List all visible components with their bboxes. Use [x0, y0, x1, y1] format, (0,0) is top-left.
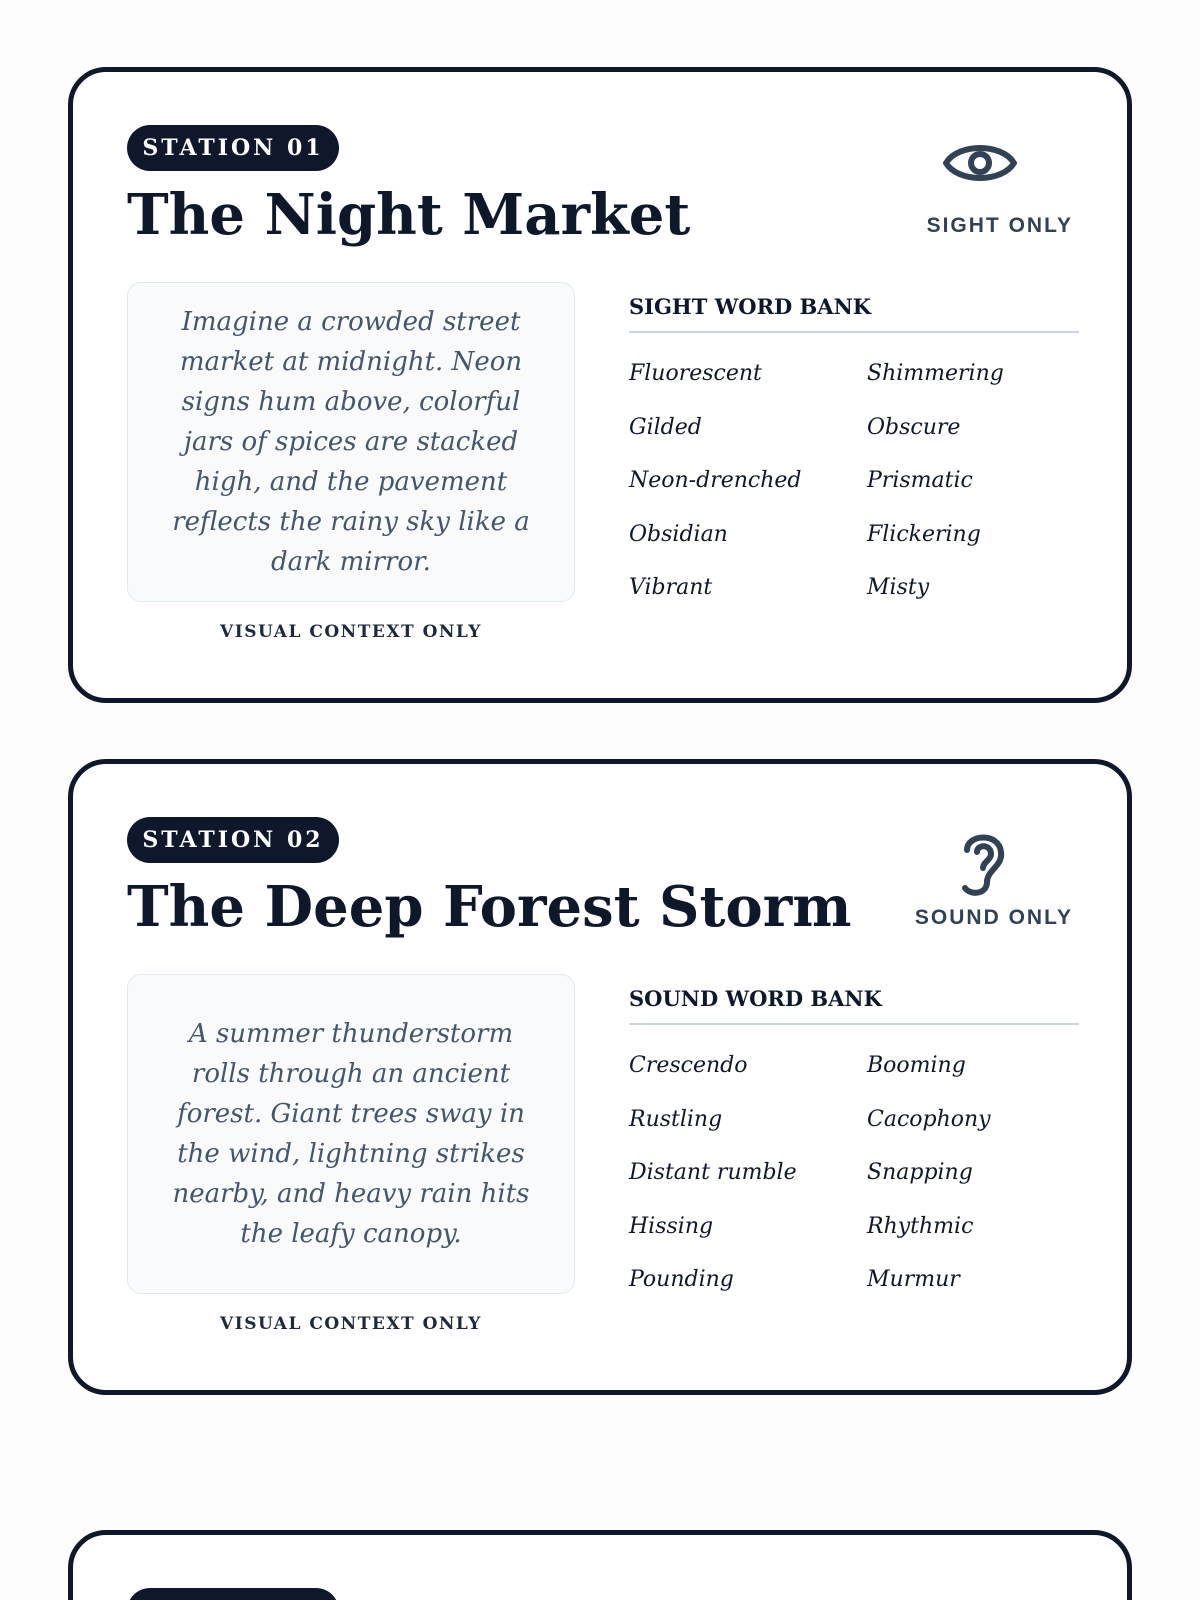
word-bank-item: Flickering — [867, 521, 981, 547]
ear-icon — [955, 824, 1011, 900]
word-bank-item: Shimmering — [867, 361, 1004, 386]
word-bank-item: Neon-drenched — [629, 468, 802, 493]
word-bank-item: Rustling — [629, 1106, 723, 1132]
station-badge: STATION 01 — [127, 125, 339, 171]
sense-mode-label: SIGHT ONLY — [926, 214, 1073, 237]
station-badge — [127, 1588, 339, 1600]
word-bank-item: Pounding — [629, 1267, 734, 1292]
word-bank — [629, 294, 1079, 615]
word-bank-item: Booming — [867, 1053, 966, 1078]
word-bank-item: Hissing — [629, 1213, 714, 1239]
station-card-1 — [68, 67, 1132, 703]
word-bank-item: Rhythmic — [867, 1213, 974, 1239]
word-bank-item: Snapping — [867, 1160, 973, 1185]
word-bank — [629, 986, 1079, 1307]
station-badge: STATION 02 — [127, 817, 339, 863]
context-text: A summer thunderstorm rolls through an ancient forest. Giant trees sway in the wind, lightning strikes nearby, and heavy rain hits the leafy canopy. — [172, 1019, 530, 1249]
word-bank-title: SIGHT WORD BANK — [629, 294, 1079, 333]
context-caption: VISUAL CONTEXT ONLY — [220, 1314, 482, 1334]
station-card-3 — [68, 1530, 1132, 1600]
station-title: The Night Market — [127, 182, 691, 248]
context-box — [127, 974, 575, 1294]
sense-mode-label: SOUND ONLY — [914, 906, 1073, 929]
word-bank-item: Murmur — [867, 1267, 960, 1292]
word-bank-item: Distant rumble — [629, 1160, 797, 1185]
word-bank-item: Misty — [867, 575, 930, 600]
word-bank-item: Fluorescent — [629, 361, 762, 386]
word-bank-item: Obsidian — [629, 521, 728, 547]
context-text: Imagine a crowded street market at midnight. Neon signs hum above, colorful jars of spices are stacked high, and the pavement reflects the rainy sky like a dark mirror. — [172, 307, 530, 577]
eye-icon — [942, 134, 1018, 192]
word-bank-item: Prismatic — [867, 468, 973, 493]
word-bank-item: Gilded — [629, 414, 702, 440]
word-bank-item: Obscure — [867, 414, 961, 440]
station-title: The Deep Forest Storm — [127, 874, 852, 940]
word-bank-grid — [629, 347, 1079, 615]
context-box — [127, 282, 575, 602]
context-caption: VISUAL CONTEXT ONLY — [220, 622, 482, 642]
station-card-2 — [68, 759, 1132, 1395]
word-bank-grid — [629, 1039, 1079, 1307]
word-bank-item: Crescendo — [629, 1053, 748, 1078]
word-bank-title: SOUND WORD BANK — [629, 986, 1079, 1025]
word-bank-item: Cacophony — [867, 1106, 991, 1132]
word-bank-item: Vibrant — [629, 575, 713, 600]
